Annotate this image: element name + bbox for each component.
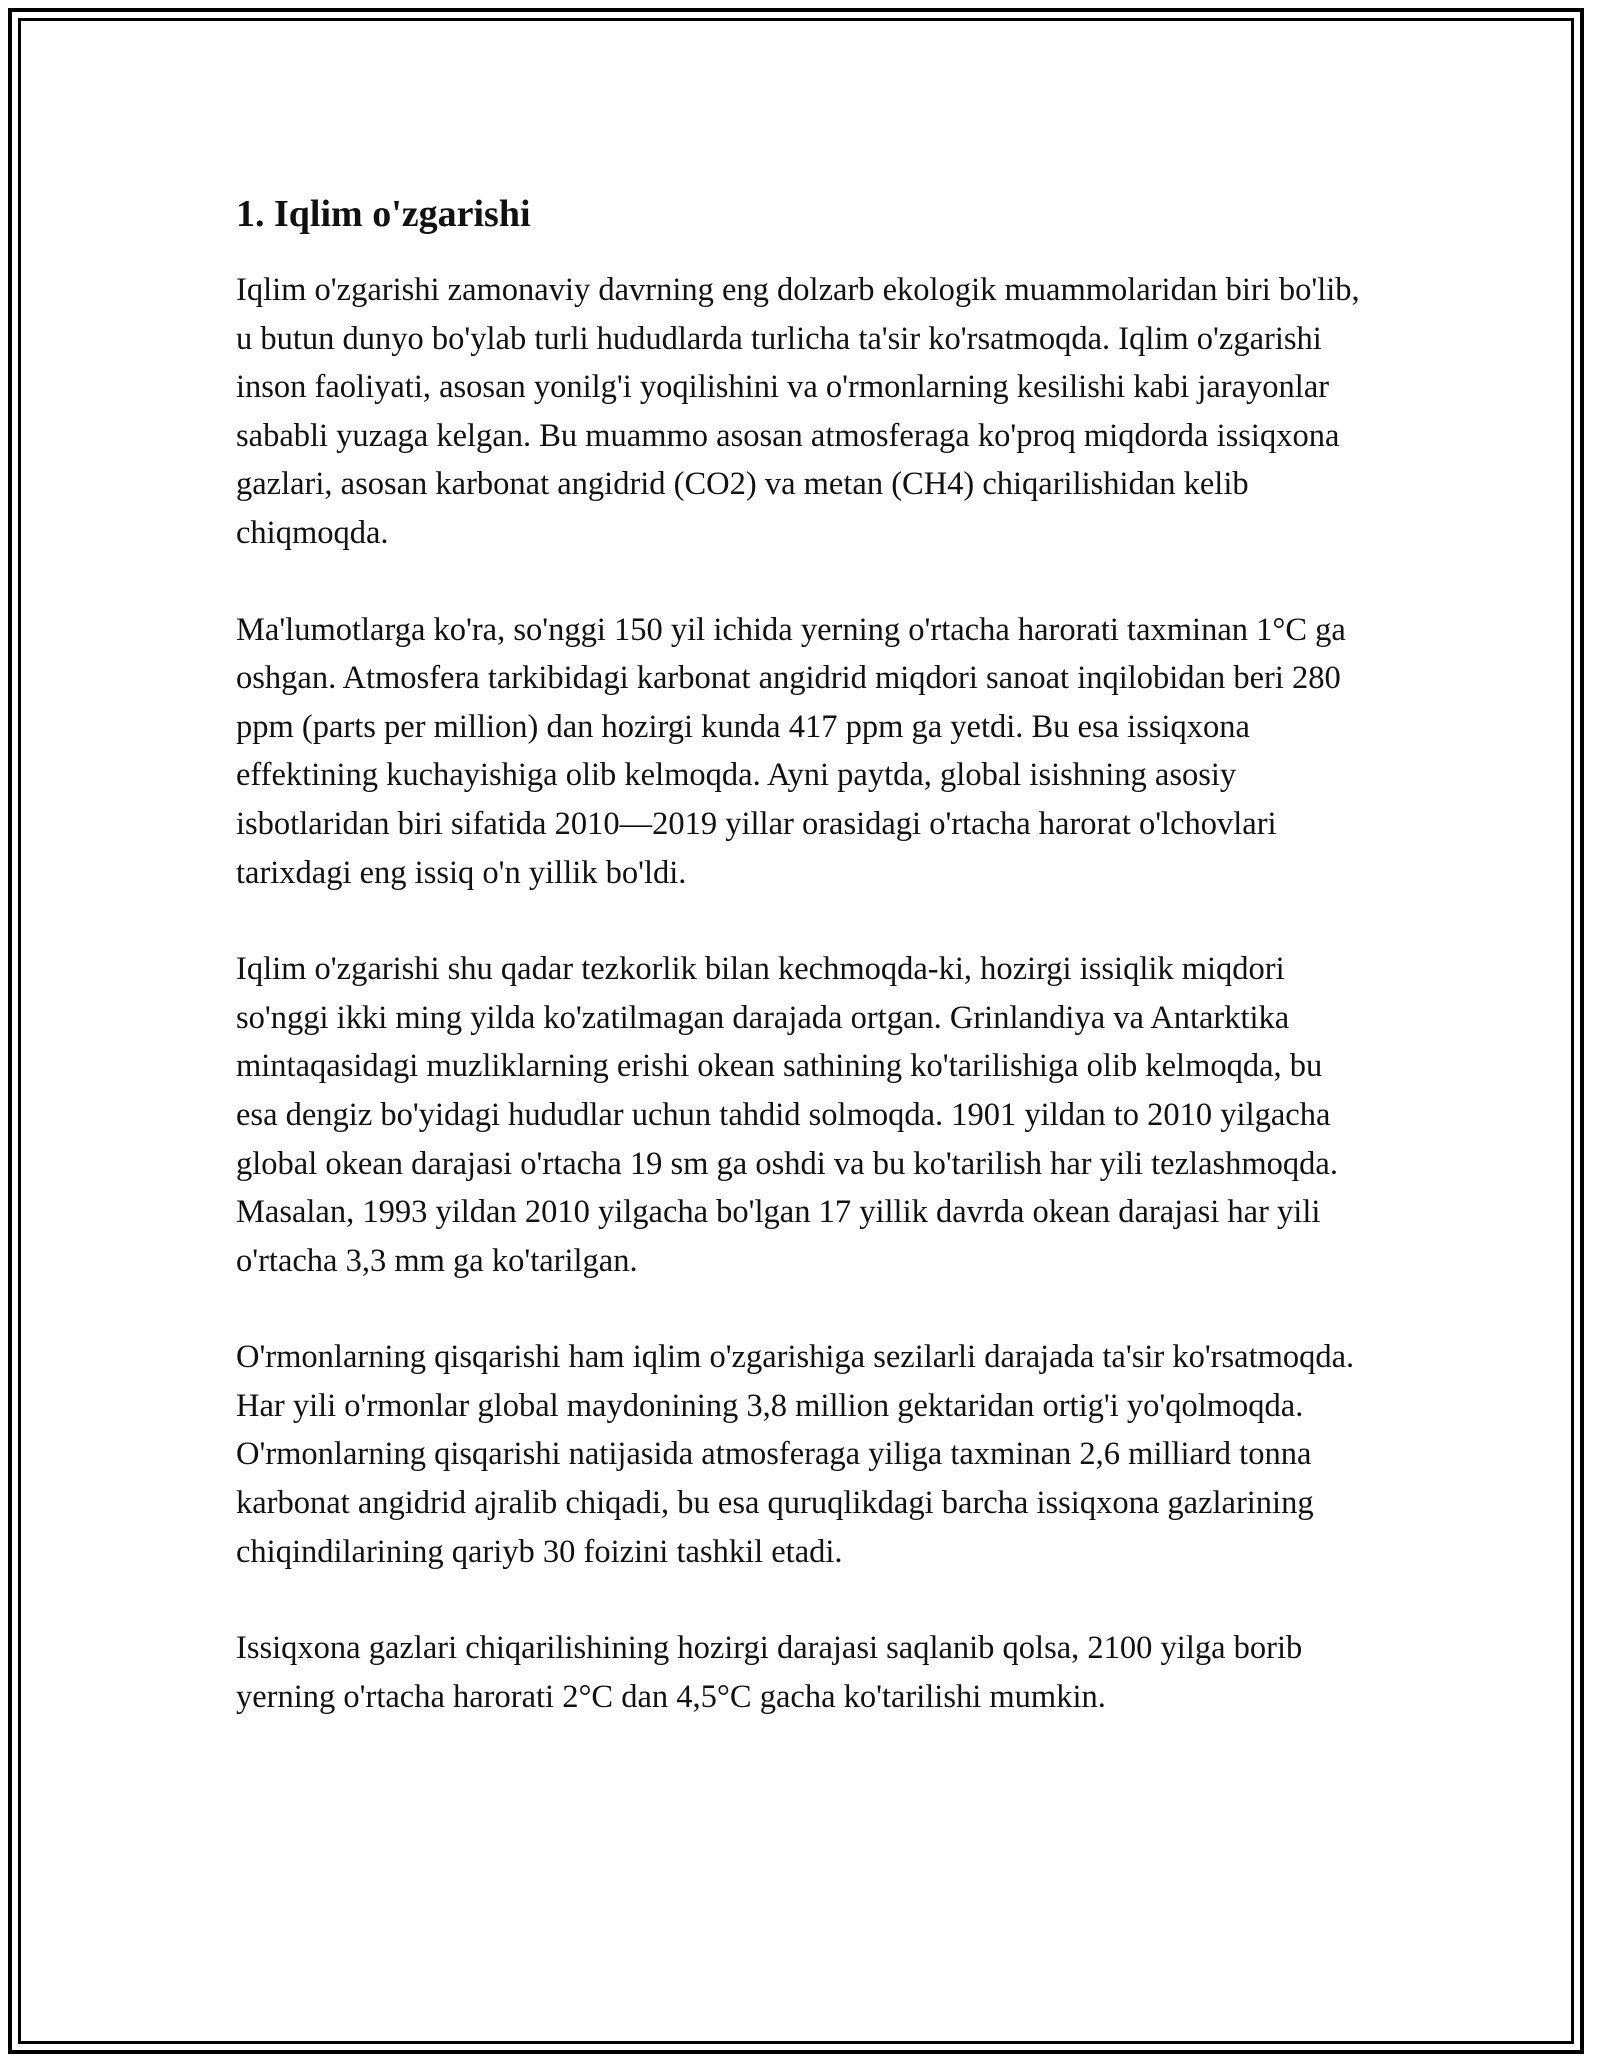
paragraph-3: Iqlim o'zgarishi shu qadar tezkorlik bilan kechmoqda-ki, hozirgi issiqlik miqdori so'nggi ikki ming yilda ko'zatilmagan darajada ortgan. Grinlandiya va Antarktika mintaqasidagi muzliklarning erishi okean sathining ko'tarilishiga olib kelmoqda, bu esa dengiz bo'yidagi hududlar uchun tahdid solmoqda. 1901 yildan to 2010 yilgacha global okean darajasi o'rtacha 19 sm ga oshdi va bu ko'tarilish har yili tezlashmoqda. Masalan, 1993 yildan 2010 yilgacha bo'lgan 17 yillik davrda okean darajasi har yili o'rtacha 3,3 mm ga ko'tarilgan. bbox=[236, 951, 1338, 1279]
paragraph-2: Ma'lumotlarga ko'ra, so'nggi 150 yil ichida yerning o'rtacha harorati taxminan 1°C ga oshgan. Atmosfera tarkibidagi karbonat angidrid miqdori sanoat inqilobidan beri 280 ppm (parts per million) dan hozirgi kunda 417 ppm ga yetdi. Bu esa issiqxona effektining kuchayishiga olib kelmoqda. Ayni paytda, global isishning asosiy isbotlaridan biri sifatida 2010—2019 yillar orasidagi o'rtacha harorat o'lchovlari tarixdagi eng issiq o'n yillik bo'ldi. bbox=[236, 611, 1346, 891]
section-heading: 1. Iqlim o'zgarishi bbox=[236, 193, 531, 235]
document-body bbox=[236, 186, 1366, 1769]
paragraph-5: Issiqxona gazlari chiqarilishining hozirgi darajasi saqlanib qolsa, 2100 yilga borib yerning o'rtacha harorati 2°C dan 4,5°C gacha ko'tarilishi mumkin. bbox=[236, 1630, 1303, 1715]
paragraph-1: Iqlim o'zgarishi zamonaviy davrning eng dolzarb ekologik muammolaridan biri bo'lib, u butun dunyo bo'ylab turli hududlarda turlicha ta'sir ko'rsatmoqda. Iqlim o'zgarishi inson faoliyati, asosan yonilg'i yoqilishini va o'rmonlarning kesilishi kabi jarayonlar sababli yuzaga kelgan. Bu muammo asosan atmosferaga ko'proq miqdorda issiqxona gazlari, asosan karbonat angidrid (CO2) va metan (CH4) chiqarilishidan kelib chiqmoqda. bbox=[236, 272, 1360, 551]
paragraph-4: O'rmonlarning qisqarishi ham iqlim o'zgarishiga sezilarli darajada ta'sir ko'rsatmoqda. Har yili o'rmonlar global maydonining 3,8 million gektaridan ortig'i yo'qolmoqda. O'rmonlarning qisqarishi natijasida atmosferaga yiliga taxminan 2,6 milliard tonna karbonat angidrid ajralib chiqadi, bu esa quruqlikdagi barcha issiqxona gazlarining chiqindilarining qariyb 30 foizini tashkil etadi. bbox=[236, 1339, 1355, 1570]
